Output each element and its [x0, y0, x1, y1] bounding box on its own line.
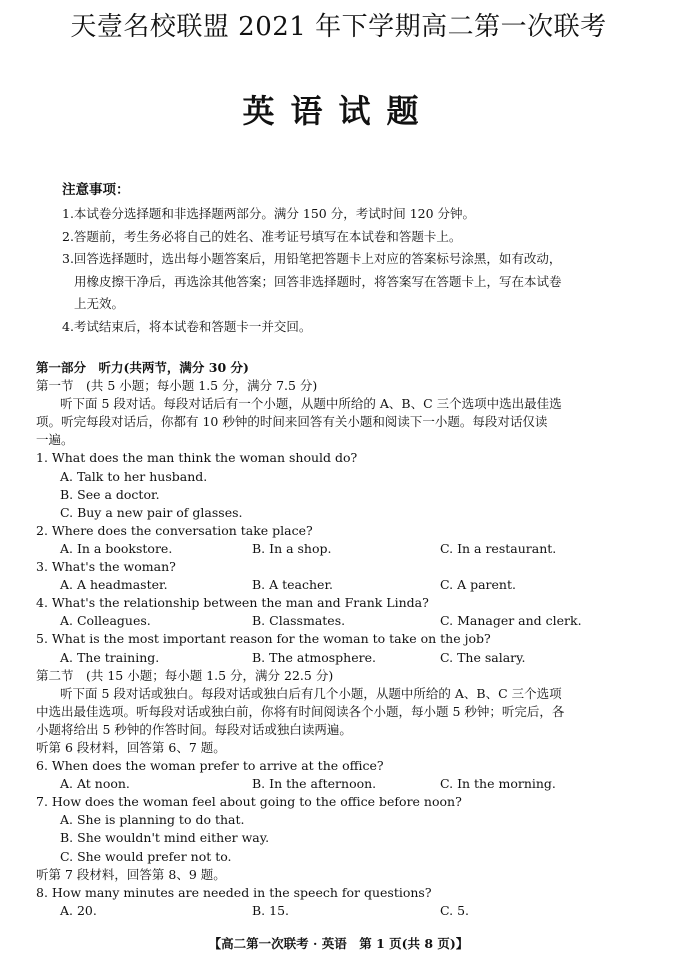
option-a: A. She is planning to do that. — [60, 812, 245, 828]
option-b: B. 15. — [252, 902, 290, 918]
question-stem: 1. What does the man think the woman should do? — [36, 450, 358, 466]
option-b: B. She wouldn't mind either way. — [60, 830, 270, 846]
option-c: C. In the morning. — [440, 776, 556, 792]
option-row — [36, 540, 656, 558]
instruction-line: 听下面 5 段对话或独白。每段对话或独白后有几个小题，从题中所给的 A、B、C 三个选项 — [60, 685, 562, 701]
listening-part — [36, 359, 656, 920]
option-b: B. A teacher. — [252, 577, 334, 593]
option-c: C. She would prefer not to. — [60, 848, 232, 864]
option-row — [36, 649, 656, 667]
question-stem: 4. What's the relationship between the man and Frank Linda? — [36, 595, 429, 611]
option-b: B. In a shop. — [252, 540, 332, 556]
option-a: A. In a bookstore. — [60, 540, 173, 556]
option-row — [36, 576, 656, 594]
option-c: C. The salary. — [440, 649, 526, 665]
option-b: B. Classmates. — [252, 613, 346, 629]
note-line: 2.答题前，考生务必将自己的姓名、准考证号填写在本试卷和答题卡上。 — [62, 228, 462, 244]
option-b: B. The atmosphere. — [252, 649, 376, 665]
question-stem: 8. How many minutes are needed in the speech for questions? — [36, 884, 432, 900]
option-c: C. In a restaurant. — [440, 540, 557, 556]
option-row — [36, 775, 656, 793]
note-line: 4.考试结束后，将本试卷和答题卡一并交回。 — [62, 318, 312, 334]
option-a: A. 20. — [60, 902, 97, 918]
part-heading: 第一部分 听力(共两节，满分 30 分) — [36, 360, 249, 375]
question-stem: 3. What's the woman? — [36, 559, 176, 575]
note-line: 上无效。 — [74, 296, 125, 311]
subject-title: 英语试题 — [242, 92, 435, 130]
note-line: 用橡皮擦干净后，再选涂其他答案；回答非选择题时，将答案写在答题卡上，写在本试卷 — [74, 273, 562, 289]
option-a: A. The training. — [60, 649, 160, 665]
option-b: B. In the afternoon. — [252, 776, 377, 792]
option-a: A. Talk to her husband. — [60, 468, 208, 484]
option-c: C. A parent. — [440, 577, 516, 593]
question-stem: 5. What is the most important reason for the woman to take on the job? — [36, 631, 491, 647]
note-line: 3.回答选择题时，选出每小题答案后，用铅笔把答题卡上对应的答案标号涂黑，如有改动， — [62, 251, 562, 266]
notes-heading: 注意事项： — [62, 182, 130, 198]
instruction-line: 项。听完每段对话后，你都有 10 秒钟的时间来回答有关小题和阅读下一小题。每段对话仅读 — [36, 414, 548, 430]
exam-title: 天壹名校联盟 2021 年下学期高二第一次联考 — [70, 12, 607, 42]
option-c: C. Buy a new pair of glasses. — [60, 504, 243, 520]
question-stem: 7. How does the woman feel about going to the office before noon? — [36, 794, 462, 810]
option-a: A. Colleagues. — [60, 613, 151, 629]
instruction-line: 中选出最佳选项。听每段对话或独白前，你将有时间阅读各个小题，每小题 5 秒钟；听完后，各 — [36, 703, 565, 719]
material-note: 听第 7 段材料，回答第 8、9 题。 — [36, 866, 226, 882]
option-a: A. A headmaster. — [60, 577, 168, 593]
notes-section — [62, 178, 652, 338]
option-c: C. 5. — [440, 902, 469, 918]
question-stem: 2. Where does the conversation take place? — [36, 522, 313, 538]
option-b: B. See a doctor. — [60, 486, 160, 502]
note-line: 1.本试卷分选择题和非选择题两部分。满分 150 分，考试时间 120 分钟。 — [62, 206, 476, 221]
instruction-line: 听下面 5 段对话。每段对话后有一个小题，从题中所给的 A、B、C 三个选项中选出最佳选 — [60, 396, 562, 412]
question-stem: 6. When does the woman prefer to arrive at the office? — [36, 758, 384, 774]
option-row — [36, 902, 656, 920]
instruction-line: 一遍。 — [36, 432, 74, 448]
option-a: A. At noon. — [60, 776, 130, 792]
option-c: C. Manager and clerk. — [440, 613, 582, 629]
material-note: 听第 6 段材料，回答第 6、7 题。 — [36, 739, 226, 755]
page-footer: 【高二第一次联考 · 英语 第 1 页(共 8 页)】 — [208, 936, 469, 951]
instruction-line: 小题将给出 5 秒钟的作答时间。每段对话或独白读两遍。 — [36, 721, 352, 737]
section-heading: 第一节 (共 5 小题；每小题 1.5 分，满分 7.5 分) — [36, 378, 318, 394]
section-heading: 第二节 (共 15 小题；每小题 1.5 分，满分 22.5 分) — [36, 667, 334, 683]
option-row — [36, 612, 656, 630]
